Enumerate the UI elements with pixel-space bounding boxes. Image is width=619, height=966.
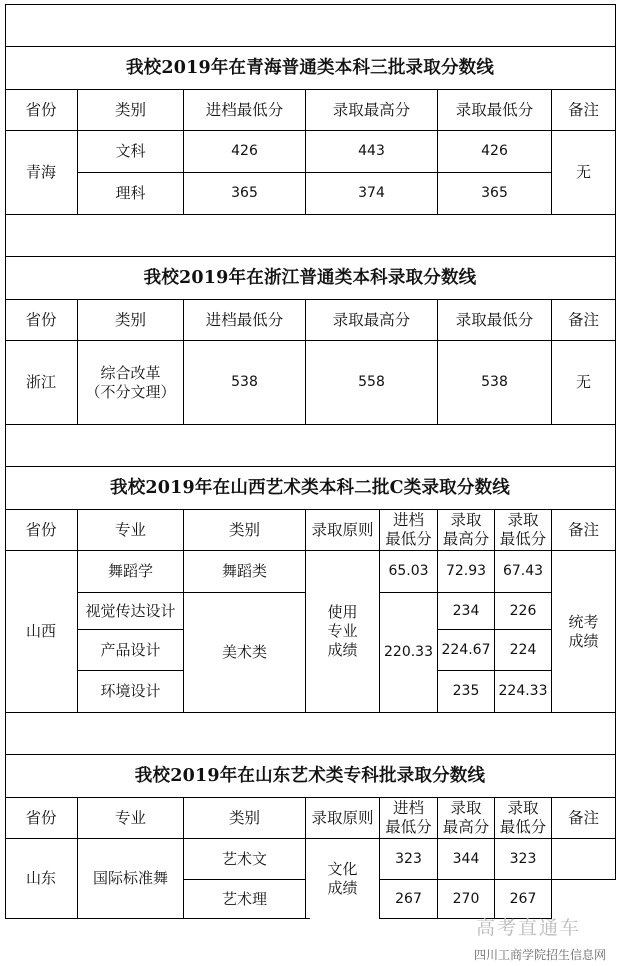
header-category: 类别	[114, 310, 146, 329]
admit-max-cell: 374	[358, 185, 385, 201]
admit-min-cell: 224.33	[498, 683, 548, 699]
admit-min-cell: 226	[509, 602, 537, 619]
admit-max-cell: 224.67	[441, 641, 491, 658]
province-cell: 浙江	[25, 373, 56, 391]
header-province: 省份	[25, 310, 57, 329]
header-admit-max: 录取 最高分	[442, 799, 490, 836]
header-entry-min: 进档 最低分	[385, 511, 432, 548]
principle-cell: 使用 专业 成绩	[327, 603, 358, 659]
header-principle: 录取原则	[311, 808, 374, 827]
header-admit-min: 录取最低分	[455, 100, 534, 119]
header-admit-max: 录取 最高分	[442, 511, 490, 548]
entry-min-cell: 220.33	[384, 644, 433, 660]
admit-max-cell: 72.93	[445, 563, 487, 579]
header-province: 省份	[25, 100, 57, 119]
category-cell: 艺术理	[221, 889, 267, 908]
major-cell: 视觉传达设计	[85, 601, 176, 620]
remark-cell: 无	[575, 163, 591, 181]
header-entry-min: 进档最低分	[205, 100, 284, 119]
section-title-shanxi: 我校2019年在山西艺术类本科二批C类录取分数线	[110, 477, 510, 498]
category-cell: 理科	[115, 184, 146, 202]
province-cell: 山东	[25, 869, 56, 887]
watermark-source: 四川工商学院招生信息网	[474, 948, 607, 962]
header-admit-min: 录取 最低分	[499, 799, 547, 836]
entry-min-cell: 426	[231, 143, 258, 159]
header-admit-min: 录取最低分	[455, 310, 534, 329]
section-title-zhejiang: 我校2019年在浙江普通类本科录取分数线	[143, 267, 477, 288]
header-admit-max: 录取最高分	[332, 100, 411, 119]
admit-min-cell: 224	[509, 641, 537, 658]
province-cell: 青海	[25, 163, 56, 181]
major-cell: 产品设计	[100, 640, 161, 659]
entry-min-cell: 538	[231, 374, 258, 390]
header-remark: 备注	[567, 310, 599, 329]
header-entry-min: 进档最低分	[205, 310, 284, 329]
major-cell: 环境设计	[100, 682, 161, 700]
admit-min-cell: 67.43	[502, 563, 544, 579]
admit-min-cell: 323	[509, 850, 537, 867]
header-admit-min: 录取 最低分	[499, 511, 547, 548]
admit-max-cell: 344	[452, 850, 480, 867]
entry-min-cell: 365	[231, 185, 258, 201]
principle-cell: 文化 成绩	[327, 859, 358, 897]
category-cell: 艺术文	[221, 849, 267, 868]
admit-max-cell: 235	[452, 683, 480, 699]
section-title-qinghai: 我校2019年在青海普通类本科三批录取分数线	[125, 57, 495, 78]
watermark-text: 高考直通车	[476, 917, 582, 939]
header-remark: 备注	[567, 100, 599, 119]
admit-min-cell: 267	[509, 890, 537, 907]
admit-min-cell: 538	[481, 374, 508, 390]
admit-min-cell: 365	[481, 185, 508, 201]
remark-cell: 无	[575, 373, 591, 391]
header-category: 类别	[228, 520, 260, 539]
admit-min-cell: 426	[481, 143, 508, 159]
admit-max-cell: 443	[358, 143, 385, 159]
category-cell: 文科	[115, 142, 146, 160]
entry-min-cell: 65.03	[388, 563, 429, 579]
category-cell: 综合改革 （不分文理）	[85, 363, 176, 401]
header-remark: 备注	[567, 520, 599, 539]
province-cell: 山西	[25, 622, 56, 640]
remark-cell	[552, 839, 615, 879]
header-remark: 备注	[567, 808, 599, 827]
header-province: 省份	[25, 808, 57, 827]
admit-max-cell: 558	[358, 374, 385, 390]
major-cell: 国际标准舞	[92, 869, 168, 887]
major-cell: 舞蹈学	[107, 562, 153, 580]
section-title-shandong: 我校2019年在山东艺术类专科批录取分数线	[134, 765, 486, 786]
header-province: 省份	[25, 520, 57, 539]
header-category: 类别	[228, 808, 260, 827]
entry-min-cell: 323	[395, 850, 422, 867]
category-cell: 美术类	[221, 643, 267, 661]
header-principle: 录取原则	[311, 520, 374, 539]
header-entry-min: 进档 最低分	[385, 799, 432, 836]
entry-min-cell: 267	[395, 890, 422, 907]
header-major: 专业	[114, 520, 146, 539]
header-category: 类别	[114, 100, 146, 119]
header-major: 专业	[114, 808, 146, 827]
remark-cell: 统考 成绩	[568, 612, 599, 650]
category-cell: 舞蹈类	[221, 562, 267, 580]
header-admit-max: 录取最高分	[332, 310, 411, 329]
admit-max-cell: 234	[452, 602, 480, 619]
admit-max-cell: 270	[452, 890, 480, 907]
